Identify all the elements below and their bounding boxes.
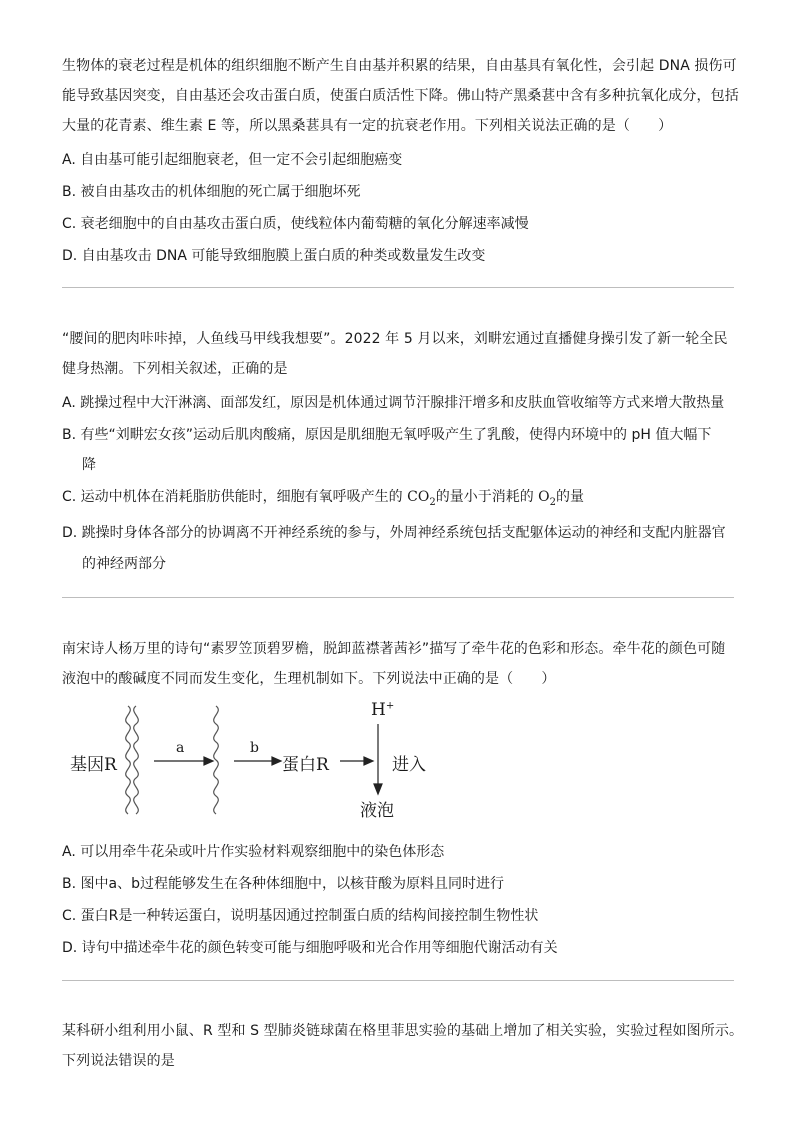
q3-stem-line-1: 南宋诗人杨万里的诗句“素罗笠顶碧罗檐，脱卸蓝襟著茜衫”描写了牵牛花的色彩和形态。牵牛花的颜色可随 (62, 641, 726, 657)
q1-option-c: C. 衰老细胞中的自由基攻击蛋白质，使线粒体内葡萄糖的氧化分解速率减慢 (62, 216, 529, 232)
q3-option-c: C. 蛋白R是一种转运蛋白，说明基因通过控制蛋白质的结构间接控制生物性状 (62, 908, 539, 924)
q2-option-a: A. 跳操过程中大汗淋漓、面部发红，原因是机体通过调节汗腺排汗增多和皮肤血管收缩等方式来增大散热量 (62, 395, 725, 411)
vacuole-label: 液泡 (360, 801, 394, 821)
q2-option-c (62, 487, 584, 507)
q2-option-c-prefix: C. 运动中机体在消耗脂肪供能时，细胞有氧呼吸产生的 (62, 489, 408, 505)
q2-option-b-line-1: B. 有些“刘畊宏女孩”运动后肌肉酸痛，原因是肌细胞无氧呼吸产生了乳酸，使得内环境中的 pH 值大幅下 (62, 427, 712, 443)
arrow-a-head (204, 757, 213, 765)
divider-2 (62, 597, 734, 598)
q1-option-a: A. 自由基可能引起细胞衰老，但一定不会引起细胞癌变 (62, 152, 403, 168)
q2-option-d-line-1: D. 跳操时身体各部分的协调离不开神经系统的参与，外周神经系统包括支配躯体运动的神经和支配内脏器官 (62, 525, 726, 541)
protein-r-label: 蛋白R (282, 755, 329, 775)
q3-stem-line-2: 液泡中的酸碱度不同而发生变化，生理机制如下。下列说法中正确的是（ ） (62, 671, 556, 687)
q1-option-d: D. 自由基攻击 DNA 可能导致细胞膜上蛋白质的种类或数量发生改变 (62, 248, 486, 264)
q2-stem-line-2: 健身热潮。下列相关叙述，正确的是 (62, 361, 288, 377)
q1-stem-line-3: 大量的花青素、维生素 E 等，所以黑桑葚具有一定的抗衰老作用。下列相关说法正确的是（ ） (62, 118, 673, 134)
q3-option-d: D. 诗句中描述牵牛花的颜色转变可能与细胞呼吸和光合作用等细胞代谢活动有关 (62, 940, 558, 956)
process-a-label: a (176, 740, 185, 756)
arrow-protein-head (364, 757, 373, 765)
q2-option-c-suffix: 的量 (556, 489, 585, 505)
o2-formula (538, 489, 557, 508)
q2-stem-line-1: “腰间的肥肉咔咔掉，人鱼线马甲线我想要”。2022 年 5 月以来，刘畊宏通过直播健身操引发了新一轮全民 (62, 331, 728, 347)
dna-strand-2 (134, 706, 139, 814)
o2-text: O (538, 489, 550, 505)
q1-option-b: B. 被自由基攻击的机体细胞的死亡属于细胞坏死 (62, 184, 361, 200)
q3-option-a: A. 可以用牵牛花朵或叶片作实验材料观察细胞中的染色体形态 (62, 844, 445, 860)
arrow-hplus-head (374, 784, 382, 794)
enter-label: 进入 (392, 755, 426, 775)
arrow-b-head (272, 757, 281, 765)
q1-stem-line-1: 生物体的衰老过程是机体的组织细胞不断产生自由基并积累的结果，自由基具有氧化性，会引起 DNA 损伤可 (62, 58, 737, 74)
process-b-label: b (250, 740, 259, 756)
co2-subscript: 2 (429, 497, 436, 508)
mrna-strand (214, 706, 219, 814)
q3-option-b: B. 图中a、b过程能够发生在各种体细胞中，以核苷酸为原料且同时进行 (62, 876, 504, 892)
q2-option-d-line-2: 的神经两部分 (82, 556, 166, 572)
q4-stem-line-2: 下列说法错误的是 (62, 1053, 175, 1069)
q4-stem-line-1: 某科研小组利用小鼠、R 型和 S 型肺炎链球菌在格里菲思实验的基础上增加了相关实验，实验过程如图所示。 (62, 1023, 744, 1039)
q2-option-c-middle: 的量小于消耗的 (435, 489, 539, 505)
co2-text: CO (407, 489, 430, 505)
hplus-label (371, 700, 394, 720)
divider-1 (62, 287, 734, 288)
divider-3 (62, 980, 734, 981)
hplus-superscript: + (385, 700, 395, 712)
q1-stem-line-2: 能导致基因突变，自由基还会攻击蛋白质，使蛋白质活性下降。佛山特产黑桑葚中含有多种抗氧化成分，包括 (62, 88, 739, 104)
co2-formula (407, 489, 436, 508)
o2-subscript: 2 (549, 497, 557, 508)
q2-option-b-line-2: 降 (82, 457, 96, 473)
dna-strand-1 (126, 706, 131, 814)
gene-expression-diagram (62, 700, 462, 825)
hplus-text: H (371, 700, 386, 720)
gene-r-label: 基因R (70, 755, 117, 775)
